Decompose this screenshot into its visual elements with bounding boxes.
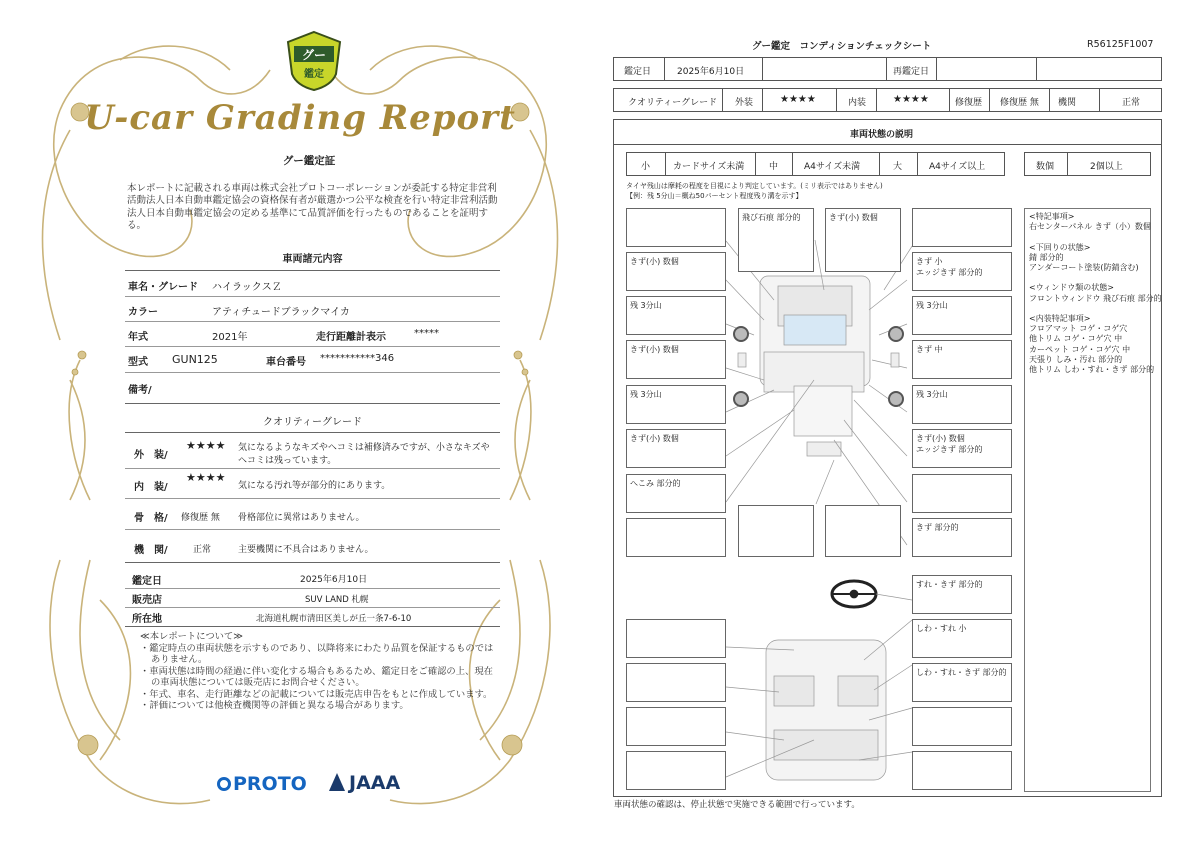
footer-note: 車両状態の確認は、停止状態で実施できる範囲で行っています。	[614, 800, 860, 810]
color-value: アティチュードブラックマイカ	[212, 307, 350, 318]
quality-section-title: クオリティーグレード	[263, 417, 362, 428]
legend-small-desc: カードサイズ未満	[673, 162, 745, 172]
note-item: ・年式、車名、走行距離などの記載については販売店申告をもとに作成しています。	[140, 688, 493, 700]
condition-box	[738, 208, 814, 272]
ext-stars: ★★★★	[780, 94, 816, 105]
engine-label: 機関	[1058, 98, 1077, 108]
model-label: 型式	[128, 357, 148, 368]
tire-note-1: タイヤ残山は摩耗の程度を目視により判定しています。(ミリ表示ではありません)	[626, 182, 883, 190]
condition-box	[738, 505, 814, 557]
divider	[125, 403, 500, 404]
condition-box	[912, 518, 1012, 557]
date-value: 2025年6月10日	[677, 67, 745, 77]
exterior-text-1: 気になるようなキズやヘコミは補修済みですが、小さなキズや	[238, 443, 490, 453]
legend-large-desc: A4サイズ以上	[929, 162, 986, 172]
condition-note: きず(小) 数個	[630, 434, 679, 443]
note-item: ・評価については他検査機関等の評価と異なる場合があります。	[140, 700, 409, 711]
condition-check-sheet	[600, 0, 1200, 848]
interior-stars: ★★★★	[186, 471, 226, 484]
condition-box	[626, 619, 726, 658]
model-value: GUN125	[172, 353, 218, 366]
grade-label: クオリティーグレード	[628, 98, 718, 108]
condition-note: 飛び石痕 部分的	[742, 213, 801, 222]
int-label: 内装	[848, 98, 867, 108]
engine-value: 正常	[1122, 98, 1141, 108]
re-appraisal-label: 再鑑定日	[893, 67, 930, 77]
frame-text: 骨格部位に異常はありません。	[238, 513, 365, 523]
condition-box	[912, 385, 1012, 424]
side-note	[1029, 273, 1162, 283]
engine-text: 主要機関に不具合はありません。	[238, 545, 374, 555]
exterior-stars: ★★★★	[186, 439, 226, 452]
frame-value: 修復歴 無	[181, 513, 220, 523]
divider	[125, 432, 500, 433]
shop-label: 販売店	[132, 595, 162, 606]
chassis-value: ***********346	[320, 353, 395, 364]
year-label: 年式	[128, 332, 148, 343]
condition-note: 残 3分山	[630, 390, 662, 399]
condition-box	[912, 663, 1012, 702]
special-notes-panel	[1024, 208, 1162, 792]
interior-text: 気になる汚れ等が部分的にあります。	[238, 481, 391, 491]
condition-box	[912, 252, 1012, 291]
condition-section	[613, 119, 1162, 797]
note-item: ・鑑定時点の車両状態を示すものであり、以降将来にわたり品質を保証するものではありません。	[140, 642, 494, 665]
int-stars: ★★★★	[893, 94, 929, 105]
odometer-label: 走行距離計表示	[316, 332, 386, 343]
condition-box	[912, 474, 1012, 513]
condition-note: きず(小) 数個	[630, 345, 679, 354]
condition-box	[912, 575, 1012, 614]
condition-note: しわ・すれ 小	[916, 624, 967, 633]
report-notes	[140, 631, 500, 712]
tire-note-2: 【例：残 5分山＝概ね50パーセント程度残り溝を示す】	[626, 192, 803, 200]
certificate-body: 本レポートに記載される車両は株式会社プロトコーポレーションが委託する特定非営利活動法人日本自動車鑑定協会の資格保有者が厳選かつ公平な検査を行い特定非営利活動法人日本自動車鑑定協会の定める基準にて品質評価を行ったものであることを証明する。	[127, 183, 498, 232]
legend-mid: 中	[769, 162, 779, 172]
divider	[125, 562, 500, 563]
badge-line1: グー	[301, 48, 327, 62]
side-note: 天張り しみ・汚れ 部分的	[1029, 354, 1123, 364]
condition-box	[626, 252, 726, 291]
divider	[125, 626, 500, 627]
sheet-title: グー鑑定 コンディションチェックシート	[752, 41, 932, 52]
condition-box	[912, 340, 1012, 379]
certificate-title: グー鑑定証	[282, 155, 336, 167]
repair-label: 修復歴	[955, 98, 983, 108]
divider	[125, 296, 500, 297]
condition-box	[626, 474, 726, 513]
condition-note: きず 中	[916, 345, 943, 354]
side-note: フロアマット コゲ・コゲ穴	[1029, 324, 1128, 334]
grade-row	[613, 88, 1162, 112]
condition-note: しわ・すれ・きず 部分的	[916, 668, 1007, 677]
condition-box	[626, 663, 726, 702]
condition-box	[626, 751, 726, 790]
condition-box	[912, 296, 1012, 335]
note-item: ・車両状態は時間の経過に伴い変化する場合もあるため、鑑定日をご確認の上、現在の車両状態については販売店にお問合せください。	[140, 665, 493, 688]
condition-box	[626, 340, 726, 379]
side-note: 他トリム コゲ・コゲ穴 中	[1029, 334, 1123, 344]
condition-box	[626, 296, 726, 335]
divider	[125, 346, 500, 347]
divider	[125, 321, 500, 322]
condition-box	[912, 619, 1012, 658]
condition-box	[912, 429, 1012, 468]
ext-label: 外装	[735, 98, 754, 108]
condition-box	[626, 208, 726, 247]
special-notes	[1029, 212, 1162, 375]
side-note	[1029, 232, 1162, 242]
report-script-title: U-car Grading Report	[84, 98, 516, 138]
condition-box	[912, 707, 1012, 746]
name-label: 車名・グレード	[128, 282, 198, 293]
condition-box	[626, 385, 726, 424]
condition-box	[626, 518, 726, 557]
proto-logo-text: PROTO	[233, 773, 307, 795]
jaaa-logo-text: JAAA	[349, 772, 401, 794]
interior-label: 内 装/	[134, 482, 168, 493]
divider	[125, 372, 500, 373]
appraisal-date-value: 2025年6月10日	[300, 575, 368, 585]
condition-note: 残 3分山	[630, 301, 662, 310]
condition-note: 残 3分山	[916, 390, 948, 399]
divider	[125, 588, 500, 589]
divider	[125, 498, 500, 499]
legend-large: 大	[893, 162, 903, 172]
legend-count-desc: 2個以上	[1090, 162, 1123, 172]
condition-box	[626, 707, 726, 746]
repair-value: 修復歴 無	[1000, 98, 1039, 108]
divider	[125, 270, 500, 271]
engine-label: 機 関/	[134, 545, 168, 556]
condition-note: きず(小) 数個	[630, 257, 679, 266]
legend-mid-desc: A4サイズ未満	[804, 162, 861, 172]
legend-small: 小	[641, 162, 651, 172]
divider	[125, 468, 500, 469]
side-note: <特記事項>	[1029, 212, 1075, 221]
side-note	[1029, 304, 1162, 314]
side-note: 右センターパネル きず（小）数個	[1029, 222, 1151, 232]
exterior-label: 外 装/	[134, 450, 168, 461]
legend-count: 数個	[1036, 162, 1055, 172]
condition-box	[825, 505, 901, 557]
chassis-label: 車台番号	[266, 357, 306, 368]
condition-note: きず 小	[916, 257, 943, 266]
condition-note: きず(小) 数個	[829, 213, 878, 222]
side-note: 錆 部分的	[1029, 252, 1064, 262]
remarks-label: 備考/	[128, 385, 152, 396]
frame-label: 骨 格/	[134, 513, 168, 524]
odometer-value: *****	[414, 328, 439, 339]
side-note: カーペット コゲ・コゲ穴 中	[1029, 344, 1131, 354]
condition-note: エッジきず 部分的	[916, 268, 983, 277]
color-label: カラー	[128, 307, 158, 318]
proto-logo	[217, 773, 307, 795]
date-row	[613, 57, 1162, 81]
appraisal-date-label: 鑑定日	[132, 576, 162, 587]
jaaa-mark-icon	[329, 773, 345, 791]
exterior-text-2: ヘコミは残っています。	[238, 456, 337, 466]
date-label: 鑑定日	[624, 67, 652, 77]
condition-box	[825, 208, 901, 272]
condition-note: へこみ 部分的	[630, 479, 681, 488]
condition-note: 残 3分山	[916, 301, 948, 310]
section-title: 車両状態の説明	[850, 130, 914, 140]
goo-kantei-badge-icon	[284, 30, 344, 92]
badge-line2: 鑑定	[304, 69, 324, 80]
year-value: 2021年	[212, 332, 248, 343]
side-note: フロントウィンドウ 飛び石痕 部分的	[1029, 293, 1162, 303]
side-note: <下回りの状態>	[1029, 242, 1091, 252]
name-value: ハイラックスＺ	[212, 282, 282, 293]
engine-value: 正常	[193, 545, 212, 555]
condition-box	[912, 751, 1012, 790]
sheet-code: R56125F1007	[1087, 39, 1154, 50]
side-note: 他トリム しわ・すれ・きず 部分的	[1029, 365, 1155, 375]
condition-note: エッジきず 部分的	[916, 445, 983, 454]
side-note: <ウィンドウ類の状態>	[1029, 283, 1114, 293]
divider	[125, 607, 500, 608]
condition-note: きず 部分的	[916, 523, 959, 532]
shop-value: SUV LAND 札幌	[305, 595, 369, 605]
condition-box	[912, 208, 1012, 247]
condition-note: すれ・きず 部分的	[916, 580, 983, 589]
address-label: 所在地	[132, 614, 162, 625]
jaaa-logo	[329, 772, 400, 794]
condition-note: きず(小) 数個	[916, 434, 965, 443]
proto-mark-icon	[217, 777, 231, 791]
condition-box	[626, 429, 726, 468]
specs-section-title: 車両諸元内容	[282, 254, 343, 265]
address-value: 北海道札幌市清田区美しが丘一条7-6-10	[256, 614, 412, 624]
divider	[125, 529, 500, 530]
side-note: <内装特記事項>	[1029, 314, 1091, 324]
notes-title: ≪本レポートについて≫	[140, 631, 243, 642]
side-note: アンダーコート塗装(防錆含む)	[1029, 263, 1139, 273]
